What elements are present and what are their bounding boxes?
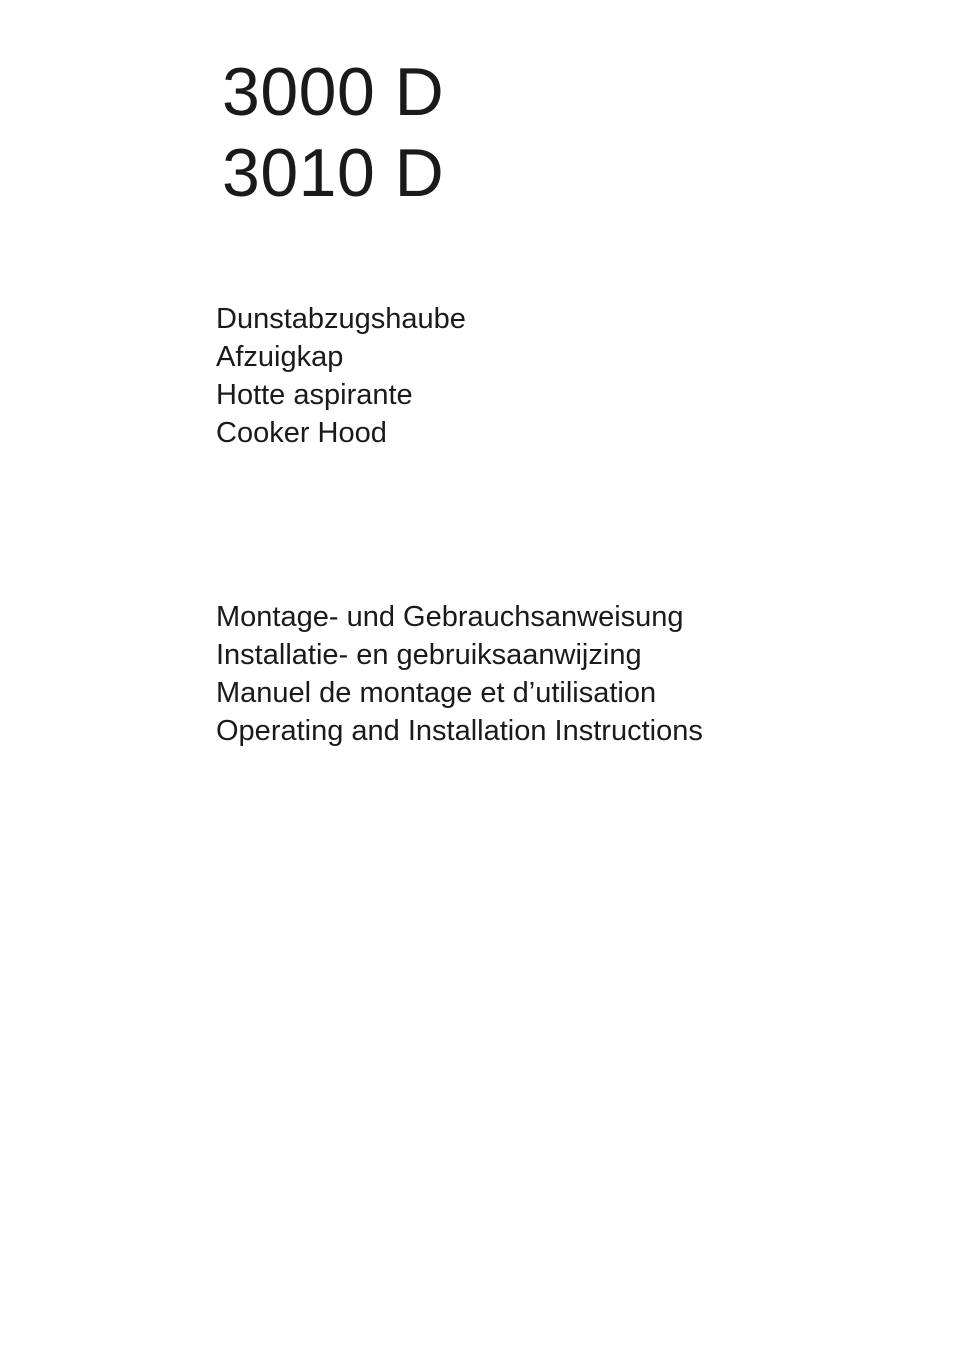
- product-name-de: Dunstabzugshaube: [216, 303, 466, 335]
- product-names: [216, 300, 466, 452]
- product-name-fr: Hotte aspirante: [216, 379, 413, 411]
- product-name-nl: Afzuigkap: [216, 341, 344, 373]
- manual-title-en: Operating and Installation Instructions: [216, 715, 703, 747]
- manual-title-de: Montage- und Gebrauchsanweisung: [216, 601, 684, 633]
- manual-title-fr: Manuel de montage et d’utilisation: [216, 677, 657, 709]
- model-number: 3010 D: [222, 135, 445, 211]
- manual-title-nl: Installatie- en gebruiksaanwijzing: [216, 639, 642, 671]
- model-numbers: [222, 52, 444, 214]
- model-number: 3000 D: [222, 54, 445, 130]
- manual-titles: [216, 598, 703, 750]
- product-name-en: Cooker Hood: [216, 417, 387, 449]
